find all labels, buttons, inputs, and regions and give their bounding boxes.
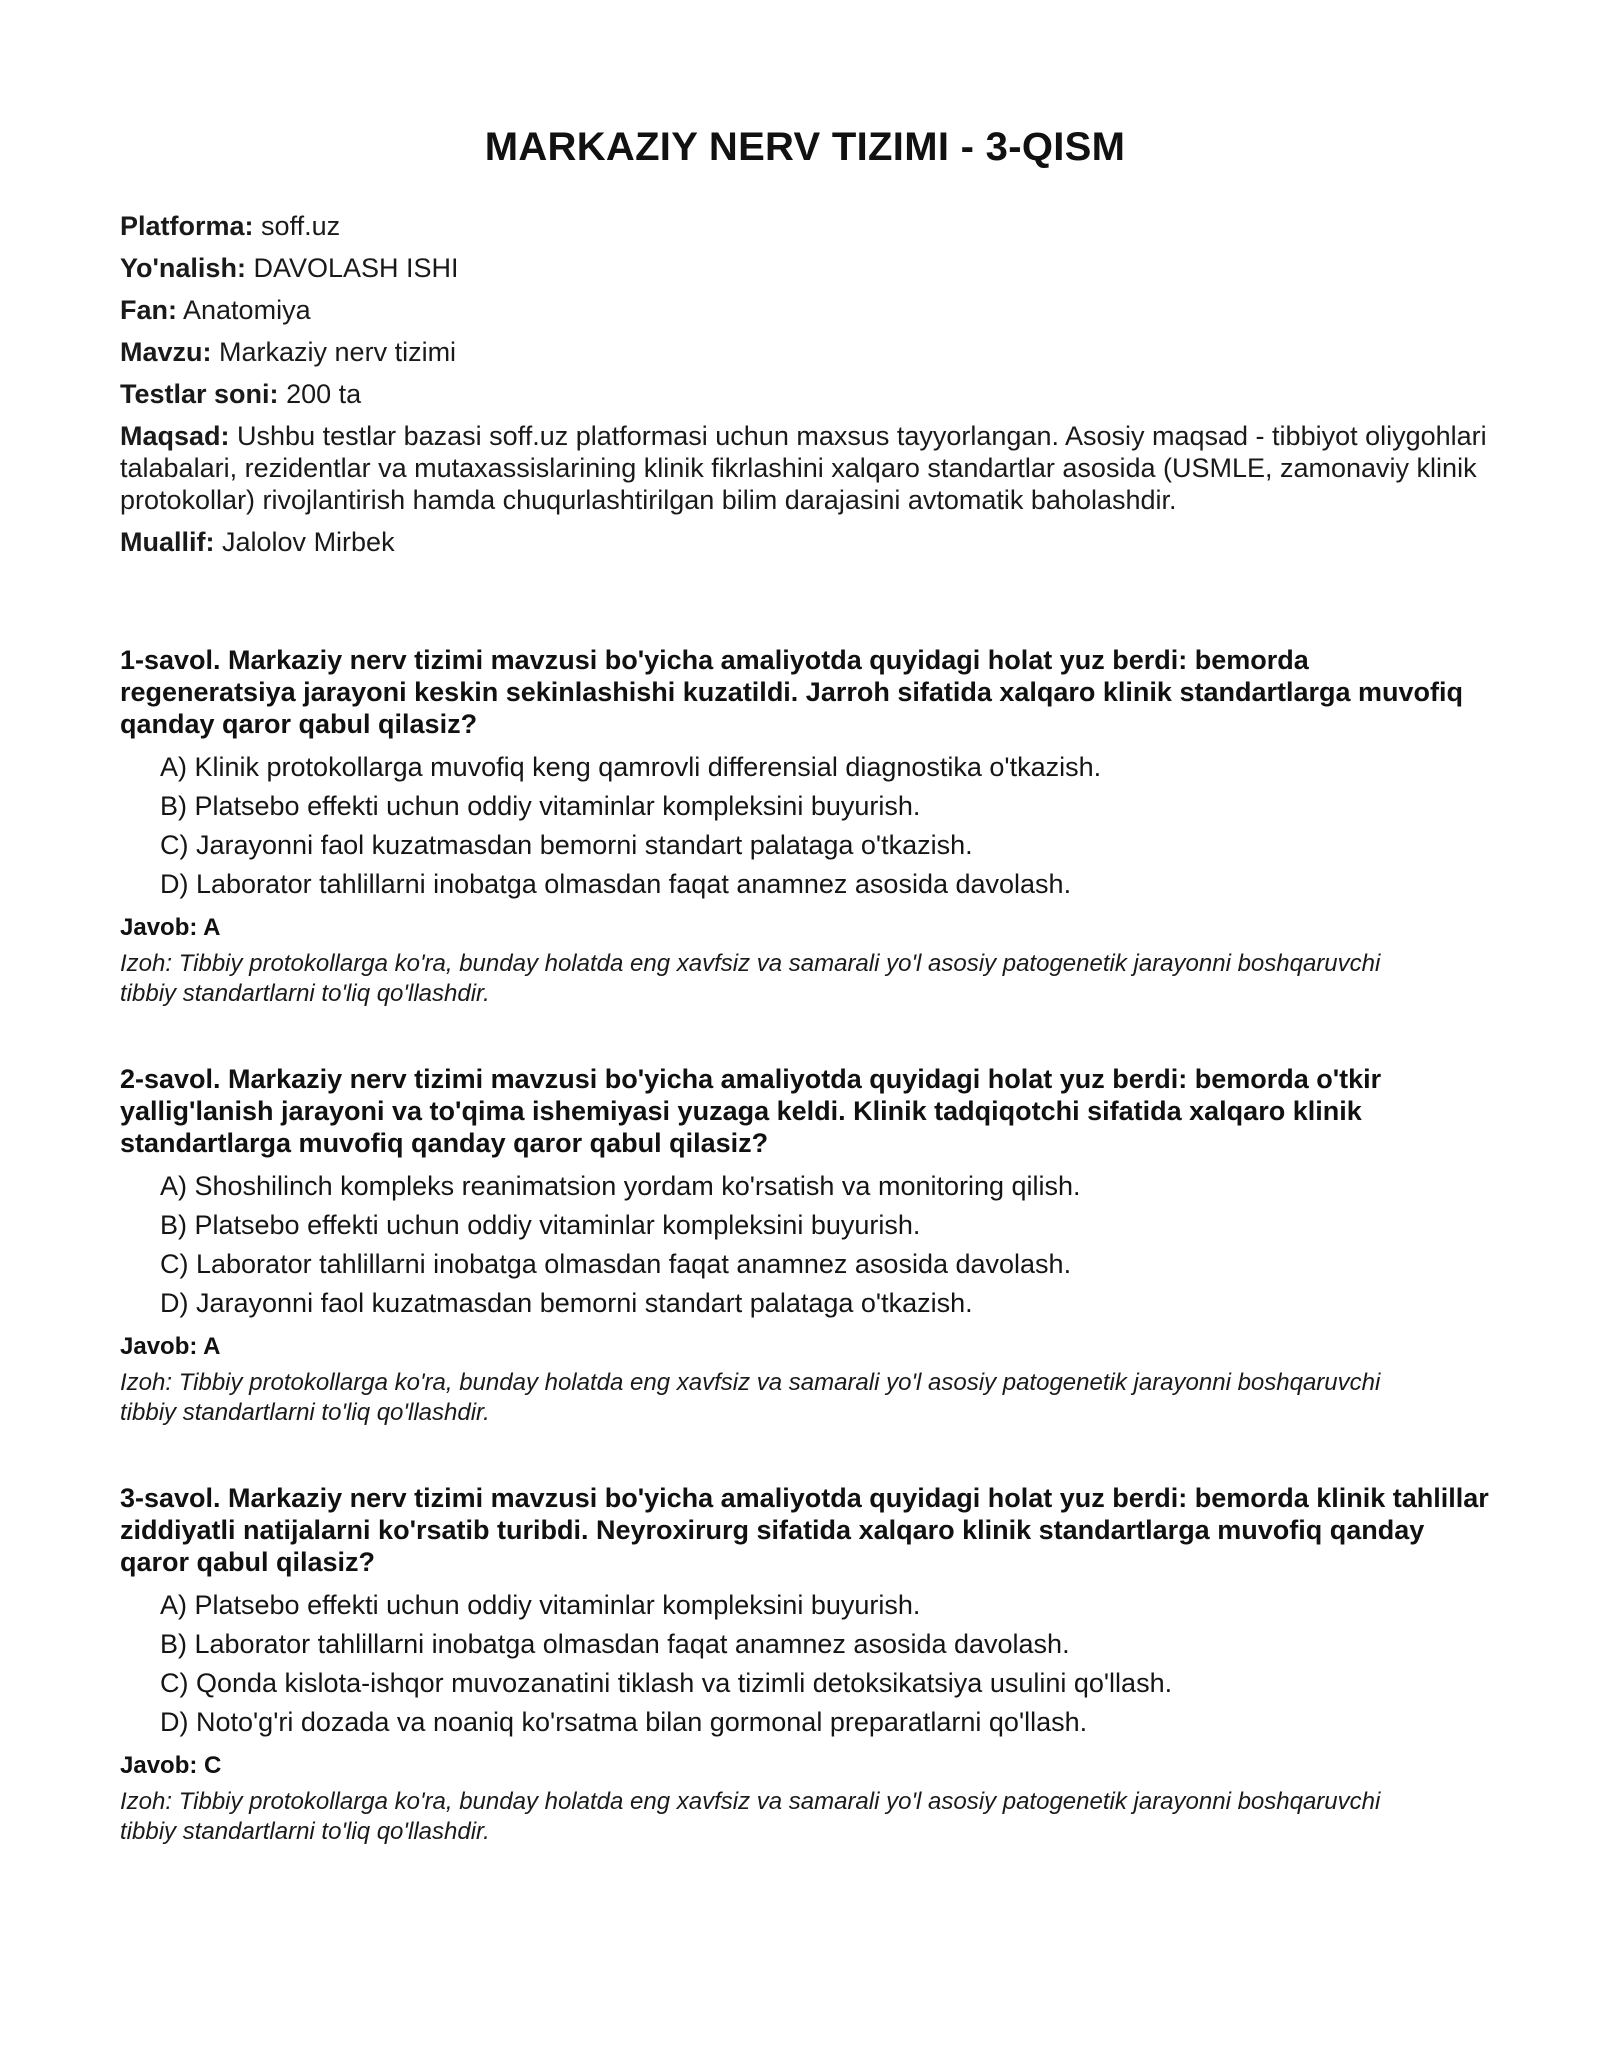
answer-options (120, 1590, 1490, 1737)
meta-platform (120, 210, 1490, 242)
meta-direction-value: DAVOLASH ISHI (253, 253, 459, 283)
meta-topic (120, 336, 1490, 368)
option-c: C) Jarayonni faol kuzatmasdan bemorni standart palataga o'tkazish. (160, 830, 973, 860)
meta-test-count-value: 200 ta (286, 379, 362, 409)
option-d: D) Laborator tahlillarni inobatga olmasdan faqat anamnez asosida davolash. (160, 869, 1072, 899)
meta-purpose-value: Ushbu testlar bazasi soff.uz platformasi uchun maxsus tayyorlangan. Asosiy maqsad - tibbiyot oliygohlari talabalari, rezidentlar va mutaxassislarining klinik fikrlashini xalqaro standartlar asosida (USMLE, zamonaviy klinik protokollar) rivojlantirish hamda chuqurlashtirilgan bilim darajasini avtomatik baholashdir. (120, 421, 1487, 515)
question-text: 2-savol. Markaziy nerv tizimi mavzusi bo'yicha amaliyotda quyidagi holat yuz berdi: bemorda o'tkir yallig'lanish jarayoni va to'qima ishemiyasi yuzaga keldi. Klinik tadqiqotchi sifatida xalqaro klinik standartlarga muvofiq qanday qaror qabul qilasiz? (120, 1064, 1382, 1158)
metadata-block (120, 210, 1490, 558)
option-b: B) Laborator tahlillarni inobatga olmasdan faqat anamnez asosida davolash. (160, 1629, 1070, 1659)
meta-direction-label: Yo'nalish: (120, 253, 246, 283)
question-text: 1-savol. Markaziy nerv tizimi mavzusi bo'yicha amaliyotda quyidagi holat yuz berdi: bemorda regeneratsiya jarayoni keskin sekinlashishi kuzatildi. Jarroh sifatida xalqaro klinik standartlarga muvofiq qanday qaror qabul qilasiz? (120, 645, 1463, 739)
meta-platform-label: Platforma: (120, 211, 254, 241)
questions-list (120, 644, 1490, 1847)
question-2 (120, 1063, 1490, 1428)
option-c: C) Laborator tahlillarni inobatga olmasdan faqat anamnez asosida davolash. (160, 1249, 1072, 1279)
correct-answer: Javob: A (120, 1333, 221, 1360)
option-b: B) Platsebo effekti uchun oddiy vitaminlar kompleksini buyurish. (160, 791, 921, 821)
meta-subject (120, 294, 1490, 326)
question-text: 3-savol. Markaziy nerv tizimi mavzusi bo'yicha amaliyotda quyidagi holat yuz berdi: bemorda klinik tahlillar ziddiyatli natijalarni ko'rsatib turibdi. Neyroxirurg sifatida xalqaro klinik standartlarga muvofiq qanday qaror qabul qilasiz? (120, 1483, 1489, 1577)
option-c: C) Qonda kislota-ishqor muvozanatini tiklash va tizimli detoksikatsiya usulini qo'llash. (160, 1668, 1173, 1698)
meta-topic-label: Mavzu: (120, 337, 212, 367)
explanation-note: Izoh: Tibbiy protokollarga ko'ra, bunday holatda eng xavfsiz va samarali yo'l asosiy patogenetik jarayonni boshqaruvchi tibbiy standartlarni to'liq qo'llashdir. (120, 1369, 1381, 1426)
meta-purpose-label: Maqsad: (120, 421, 230, 451)
correct-answer: Javob: C (120, 1752, 222, 1779)
document-title: MARKAZIY NERV TIZIMI - 3-QISM (484, 125, 1126, 169)
question-3 (120, 1482, 1490, 1847)
option-a: A) Klinik protokollarga muvofiq keng qamrovli differensial diagnostika o'tkazish. (160, 752, 1102, 782)
option-d: D) Noto'g'ri dozada va noaniq ko'rsatma bilan gormonal preparatlarni qo'llash. (160, 1707, 1088, 1737)
meta-test-count-label: Testlar soni: (120, 379, 279, 409)
option-b: B) Platsebo effekti uchun oddiy vitaminlar kompleksini buyurish. (160, 1210, 921, 1240)
meta-topic-value: Markaziy nerv tizimi (219, 337, 457, 367)
option-a: A) Shoshilinch kompleks reanimatsion yordam ko'rsatish va monitoring qilish. (160, 1171, 1081, 1201)
meta-subject-label: Fan: (120, 295, 177, 325)
meta-author-value: Jalolov Mirbek (222, 527, 395, 557)
answer-options (120, 752, 1490, 899)
explanation-note: Izoh: Tibbiy protokollarga ko'ra, bunday holatda eng xavfsiz va samarali yo'l asosiy patogenetik jarayonni boshqaruvchi tibbiy standartlarni to'liq qo'llashdir. (120, 1788, 1381, 1845)
meta-direction (120, 252, 1490, 284)
meta-author (120, 526, 1490, 558)
correct-answer: Javob: A (120, 914, 221, 941)
explanation-note: Izoh: Tibbiy protokollarga ko'ra, bunday holatda eng xavfsiz va samarali yo'l asosiy patogenetik jarayonni boshqaruvchi tibbiy standartlarni to'liq qo'llashdir. (120, 950, 1381, 1007)
meta-subject-value: Anatomiya (183, 295, 311, 325)
meta-platform-value: soff.uz (261, 211, 341, 241)
answer-options (120, 1171, 1490, 1318)
meta-test-count (120, 378, 1490, 410)
meta-purpose (120, 420, 1490, 516)
meta-author-label: Muallif: (120, 527, 215, 557)
document-page (120, 118, 1490, 1901)
question-1 (120, 644, 1490, 1009)
option-d: D) Jarayonni faol kuzatmasdan bemorni standart palataga o'tkazish. (160, 1288, 973, 1318)
option-a: A) Platsebo effekti uchun oddiy vitaminlar kompleksini buyurish. (160, 1590, 921, 1620)
